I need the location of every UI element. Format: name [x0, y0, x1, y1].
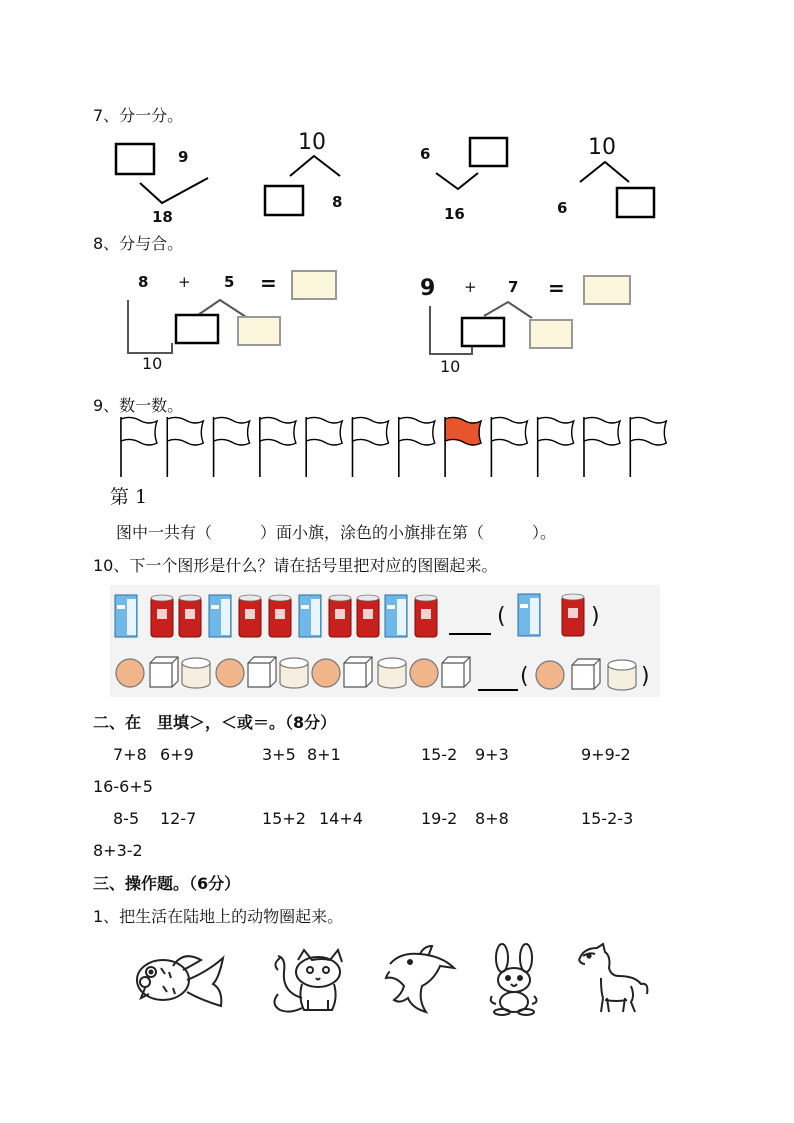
- flag: [630, 417, 666, 477]
- milk-carton-icon: [385, 595, 407, 637]
- flag: [167, 417, 203, 477]
- paren-open: (: [497, 604, 506, 629]
- answer-box[interactable]: [617, 188, 654, 217]
- q7-item-3-left-num: 6: [420, 145, 431, 163]
- goldfish-icon[interactable]: [133, 948, 233, 1010]
- q8-title: 8、分与合。: [93, 234, 184, 253]
- row1-options: [514, 594, 590, 638]
- expr: 8-5: [113, 809, 140, 828]
- answer-blank-line: [447, 594, 493, 636]
- q7-item-1: [110, 138, 220, 228]
- q8-item-1-b: 5: [224, 273, 235, 291]
- q8-item-2-op: +: [464, 278, 477, 296]
- expr: 15+2: [262, 809, 306, 828]
- expr: 8+8: [475, 809, 509, 828]
- cylinder-icon: [182, 658, 210, 688]
- answer-blank-line: [476, 658, 520, 692]
- sphere-icon: [410, 659, 438, 687]
- cube-icon: [344, 657, 372, 687]
- red-can-icon: [151, 595, 173, 637]
- sphere-icon: [312, 659, 340, 687]
- cylinder-icon: [608, 660, 636, 690]
- q8-item-1-eq: =: [260, 271, 277, 295]
- q8-item-2-eq: =: [548, 276, 565, 300]
- q8-item-2-b: 7: [508, 278, 519, 296]
- pattern-row-shapes: [116, 656, 486, 692]
- milk-carton-icon: [518, 594, 540, 636]
- q8-item-1: [120, 265, 345, 377]
- q9-ordinal-label: 第 1: [110, 486, 148, 508]
- sec3-q1: 1、把生活在陆地上的动物圈起来。: [93, 907, 344, 926]
- answer-box[interactable]: [116, 144, 154, 174]
- flag: [538, 417, 574, 477]
- horse-icon[interactable]: [573, 944, 647, 1016]
- red-can-icon: [269, 595, 291, 637]
- flag: [306, 417, 342, 477]
- paren-open: (: [520, 664, 529, 689]
- milk-carton-icon: [209, 595, 231, 637]
- answer-box[interactable]: [238, 317, 280, 345]
- expr: 19-2: [421, 809, 458, 828]
- flag-row: [118, 415, 678, 480]
- flag: [260, 417, 296, 477]
- q7-item-2-diagram: [262, 128, 372, 223]
- sphere-icon: [536, 661, 564, 689]
- q9-sentence: 图中一共有（ ）面小旗，涂色的小旗排在第（ ）。: [116, 523, 557, 542]
- sec2-title: 二、在 里填＞，＜或＝。（8分）: [93, 713, 337, 732]
- red-can-icon: [357, 595, 379, 637]
- expr: 15-2: [421, 745, 458, 764]
- red-can-icon: [239, 595, 261, 637]
- q7-item-4-left-num: 6: [557, 199, 568, 217]
- flag: [491, 417, 527, 477]
- answer-box[interactable]: [265, 186, 303, 215]
- milk-carton-icon: [299, 595, 321, 637]
- q8-item-1-op: +: [178, 273, 191, 291]
- q7-item-4-diagram: [555, 130, 665, 225]
- flag: [121, 417, 157, 477]
- q7-item-2-right-num: 8: [332, 193, 343, 211]
- q7-item-1-right-num: 9: [178, 148, 189, 166]
- q8-item-1-base: 10: [142, 354, 163, 373]
- expr: 15-2-3: [581, 809, 634, 828]
- rabbit-icon[interactable]: [482, 944, 548, 1016]
- q8-item-2-base: 10: [440, 357, 461, 376]
- expr: 7+8: [113, 745, 147, 764]
- red-can-icon: [415, 595, 437, 637]
- answer-box[interactable]: [470, 138, 507, 166]
- q7-item-4-top-num: 10: [588, 135, 616, 160]
- red-can-icon: [179, 595, 201, 637]
- expr: 8+1: [307, 745, 341, 764]
- expr: 14+4: [319, 809, 363, 828]
- q7-item-1-bottom-num: 18: [152, 208, 173, 226]
- expr: 3+5: [262, 745, 296, 764]
- answer-box[interactable]: [584, 276, 630, 304]
- expr: 16-6+5: [93, 777, 153, 796]
- q10-title: 10、下一个图形是什么？请在括号里把对应的图圈起来。: [93, 556, 498, 575]
- expr: 8+3-2: [93, 841, 143, 860]
- flag: [399, 417, 435, 477]
- expr: 6+9: [160, 745, 194, 764]
- answer-box[interactable]: [530, 320, 572, 348]
- paren-close: ): [591, 604, 600, 629]
- flag-colored: [445, 417, 481, 477]
- cylinder-icon: [280, 658, 308, 688]
- q9-title: 9、数一数。: [93, 396, 184, 415]
- q7-item-2-top-num: 10: [298, 130, 326, 155]
- row2-options: [534, 658, 642, 692]
- expr: 9+3: [475, 745, 509, 764]
- cat-icon[interactable]: [268, 948, 356, 1014]
- cube-icon: [248, 657, 276, 687]
- q8-item-2-a: 9: [420, 276, 436, 301]
- answer-box[interactable]: [462, 318, 504, 346]
- red-can-icon: [329, 595, 351, 637]
- sphere-icon: [216, 659, 244, 687]
- q7-item-4: [555, 130, 665, 225]
- answer-box[interactable]: [176, 315, 218, 343]
- answer-box[interactable]: [292, 271, 336, 299]
- q7-item-3: [418, 133, 518, 223]
- milk-carton-icon: [115, 595, 137, 637]
- q8-item-1-a: 8: [138, 273, 149, 291]
- q7-item-2: [262, 128, 372, 223]
- cylinder-icon: [378, 658, 406, 688]
- flag: [353, 417, 389, 477]
- cube-icon: [572, 659, 600, 689]
- expr: 12-7: [160, 809, 197, 828]
- q7-item-3-bottom-num: 16: [444, 205, 465, 223]
- cube-icon: [150, 657, 178, 687]
- red-can-icon: [562, 594, 584, 636]
- sphere-icon: [116, 659, 144, 687]
- dolphin-icon[interactable]: [386, 944, 460, 1016]
- expr: 9+9-2: [581, 745, 631, 764]
- sec3-title: 三、操作题。（6分）: [93, 874, 241, 893]
- q7-title: 7、分一分。: [93, 106, 184, 125]
- cube-icon: [442, 657, 470, 687]
- paren-close: ): [641, 664, 650, 689]
- flag: [584, 417, 620, 477]
- q8-item-2: [412, 268, 642, 380]
- q7-item-3-diagram: [418, 133, 518, 223]
- flag: [214, 417, 250, 477]
